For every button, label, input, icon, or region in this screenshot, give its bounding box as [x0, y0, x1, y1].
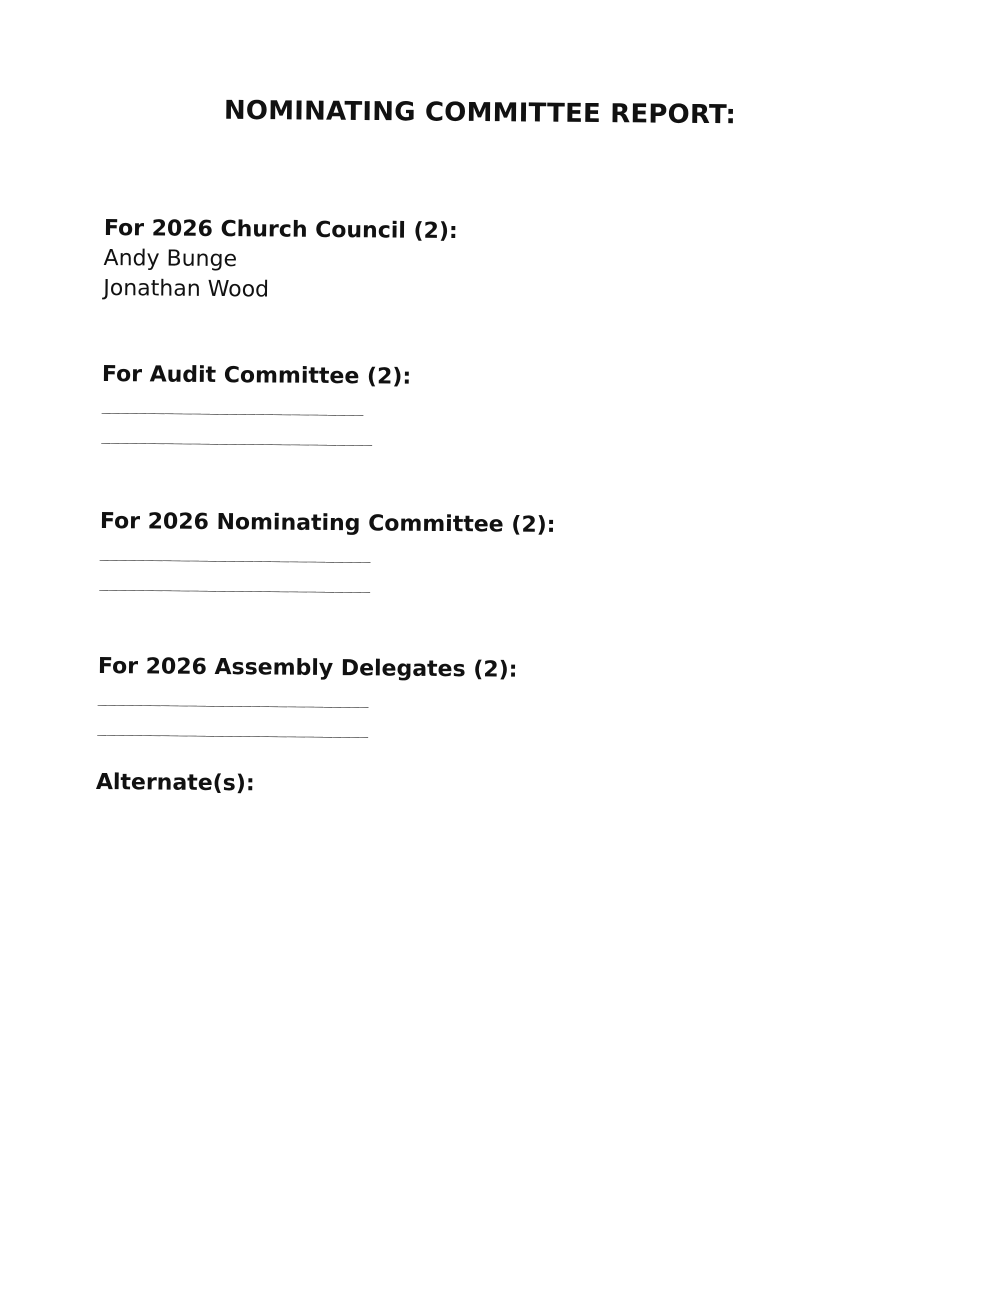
church-council-section: [103, 214, 458, 307]
council-nominee-1: Andy Bunge: [103, 245, 238, 273]
alternates-heading: Alternate(s):: [95, 769, 255, 797]
audit-committee-section: [101, 360, 411, 453]
alternates-section: [96, 768, 255, 799]
audit-committee-heading: For Audit Committee (2):: [101, 361, 412, 390]
assembly-delegates-heading: For 2026 Assembly Delegates (2):: [97, 653, 518, 683]
assembly-delegates-section: [97, 652, 517, 746]
assembly-blank-line-1: ______________________________: [97, 687, 369, 709]
nominating-committee-section: [99, 507, 555, 601]
audit-blank-line-1: _____________________________: [101, 395, 364, 417]
audit-blank-line-2: ______________________________: [101, 425, 373, 447]
council-nominee-2: Jonathan Wood: [103, 275, 270, 303]
assembly-blank-line-2: ______________________________: [97, 717, 369, 739]
nominating-blank-line-2: ______________________________: [99, 572, 371, 594]
nominating-committee-heading: For 2026 Nominating Committee (2):: [99, 508, 556, 538]
church-council-heading: For 2026 Church Council (2):: [103, 215, 458, 245]
report-title: NOMINATING COMMITTEE REPORT:: [223, 95, 737, 131]
nominating-blank-line-1: ______________________________: [99, 542, 371, 564]
